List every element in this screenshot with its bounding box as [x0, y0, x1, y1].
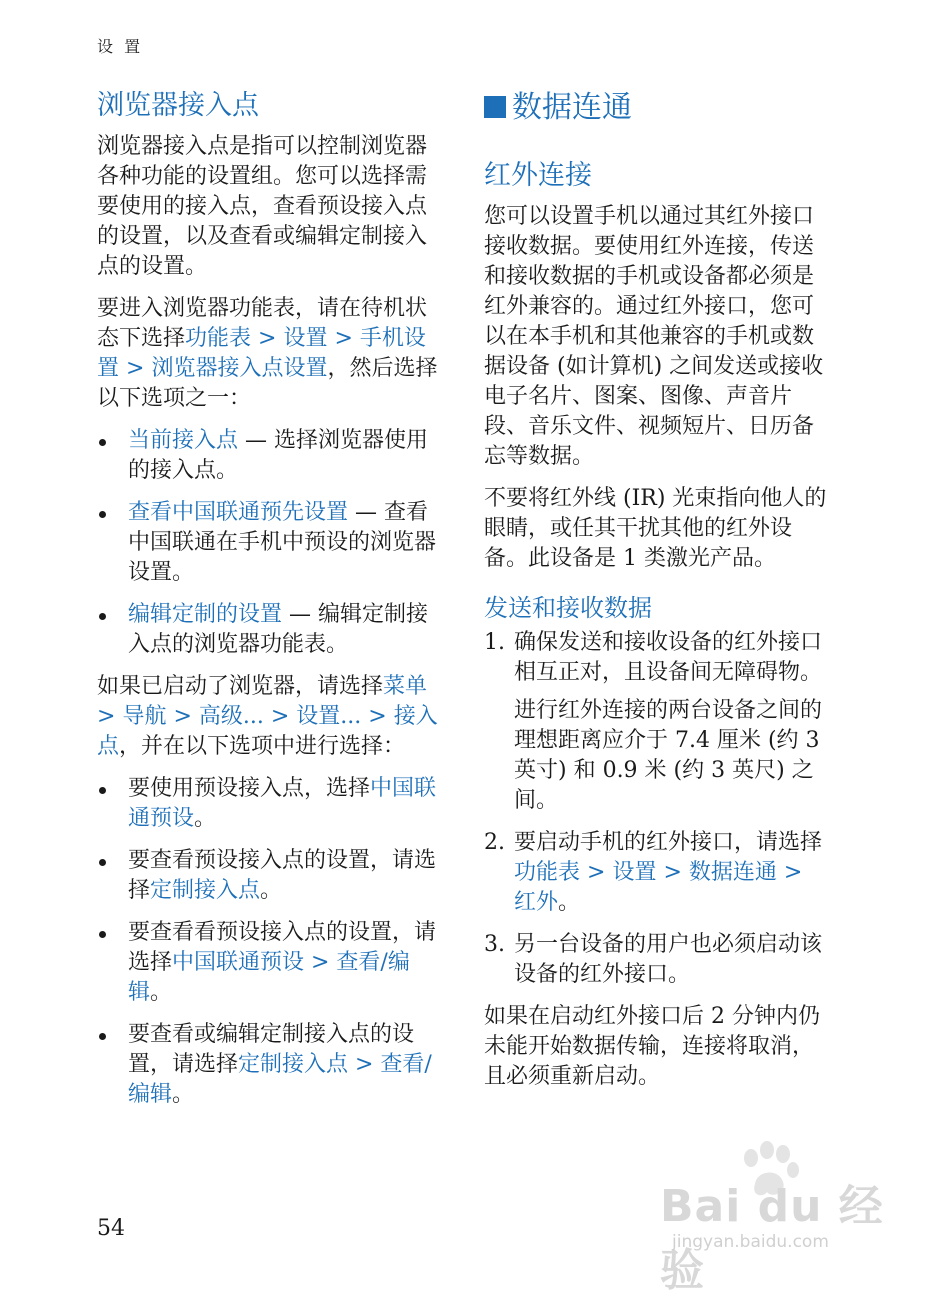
list-item: 要使用预设接入点，选择中国联通预设。 [97, 774, 442, 834]
square-icon [484, 96, 506, 118]
bullet-icon [99, 511, 106, 518]
menu-path-link: 浏览器接入点设置 [151, 356, 328, 381]
page-number: 54 [97, 1216, 125, 1241]
left-column [97, 88, 442, 1122]
baidu-watermark [660, 1140, 900, 1296]
list-item: 要查看或编辑定制接入点的设置，请选择定制接入点 > 查看/编辑。 [97, 1020, 442, 1110]
bullet-icon [99, 439, 106, 446]
option-name: 当前接入点 [128, 428, 239, 453]
send-receive-title: 发送和接收数据 [484, 594, 652, 622]
infrared-title: 红外连接 [484, 160, 592, 191]
section-title: 数据连通 [484, 88, 829, 128]
list-item: 要查看看预设接入点的设置，请选择中国联通预设 > 查看/编辑。 [97, 918, 442, 1008]
menu-path-link: 手机设置 [97, 326, 426, 381]
right-column [484, 88, 829, 1104]
menu-path-link: 功能表 [185, 326, 252, 351]
menu-path-link: 设置 [283, 326, 328, 351]
options-list [97, 426, 442, 660]
intro-paragraph: 浏览器接入点是指可以控制浏览器各种功能的设置组。您可以选择需要使用的接入点，查看预设接入点的设置，以及查看或编辑定制接入点的设置。 [97, 134, 428, 279]
bullet-icon [99, 787, 106, 794]
nav-instructions-paragraph: 要进入浏览器功能表，请在待机状态下选择功能表 > 设置 > 手机设置 > 浏览器接入点设置，然后选择以下选项之一： [97, 296, 438, 411]
bullet-icon [99, 1033, 106, 1040]
infrared-warning: 不要将红外线 (IR) 光束指向他人的眼睛，或任其干扰其他的红外设备。此设备是 1 类激光产品。 [484, 486, 827, 571]
timeout-paragraph: 如果在启动红外接口后 2 分钟内仍未能开始数据传输，连接将取消，且必须重新启动。 [484, 1004, 820, 1089]
option-name: 编辑定制的设置 [128, 602, 283, 627]
watermark-url: jingyan.baidu.com [672, 1232, 829, 1252]
step-item: 1. 确保发送和接收设备的红外接口相互正对，且设备间无障碍物。 进行红外连接的两台设备之间的理想距离应介于 7.4 厘米 (约 3 英寸) 和 0.9 米 (约 3 英尺) 之间。 [484, 630, 823, 813]
list-item: 编辑定制的设置 — 编辑定制接入点的浏览器功能表。 [97, 600, 442, 660]
list-item: 要查看预设接入点的设置，请选择定制接入点。 [97, 846, 442, 906]
browser-nav-paragraph: 如果已启动了浏览器，请选择菜单 > 导航 > 高级... > 设置... > 接入点，并在以下选项中进行选择： [97, 674, 438, 759]
list-item: 查看中国联通预先设置 — 查看中国联通在手机中预设的浏览器设置。 [97, 498, 442, 588]
steps-list [484, 628, 829, 990]
bullet-icon [99, 859, 106, 866]
browser-access-point-title: 浏览器接入点 [97, 90, 259, 121]
bullet-icon [99, 613, 106, 620]
watermark-text: Bai du 经验 [660, 1181, 884, 1296]
running-head: 设 置 [97, 37, 144, 56]
step-item: 3. 另一台设备的用户也必须启动该设备的红外接口。 [484, 932, 823, 987]
option-name: 查看中国联通预先设置 [128, 500, 349, 525]
step-item: 2. 要启动手机的红外接口，请选择功能表 > 设置 > 数据连通 > 红外。 [484, 830, 823, 915]
bullet-icon [99, 931, 106, 938]
list-item: 当前接入点 — 选择浏览器使用的接入点。 [97, 426, 442, 486]
items-list [97, 774, 442, 1110]
infrared-intro: 您可以设置手机以通过其红外接口接收数据。要使用红外连接，传送和接收数据的手机或设备都必须是红外兼容的。通过红外接口，您可以在本手机和其他兼容的手机或数据设备 (如计算机) 之间发送或接收电子名片、图案、图像、声音片段、音乐文件、视频短片、日历备忘等数据。 [484, 204, 824, 469]
